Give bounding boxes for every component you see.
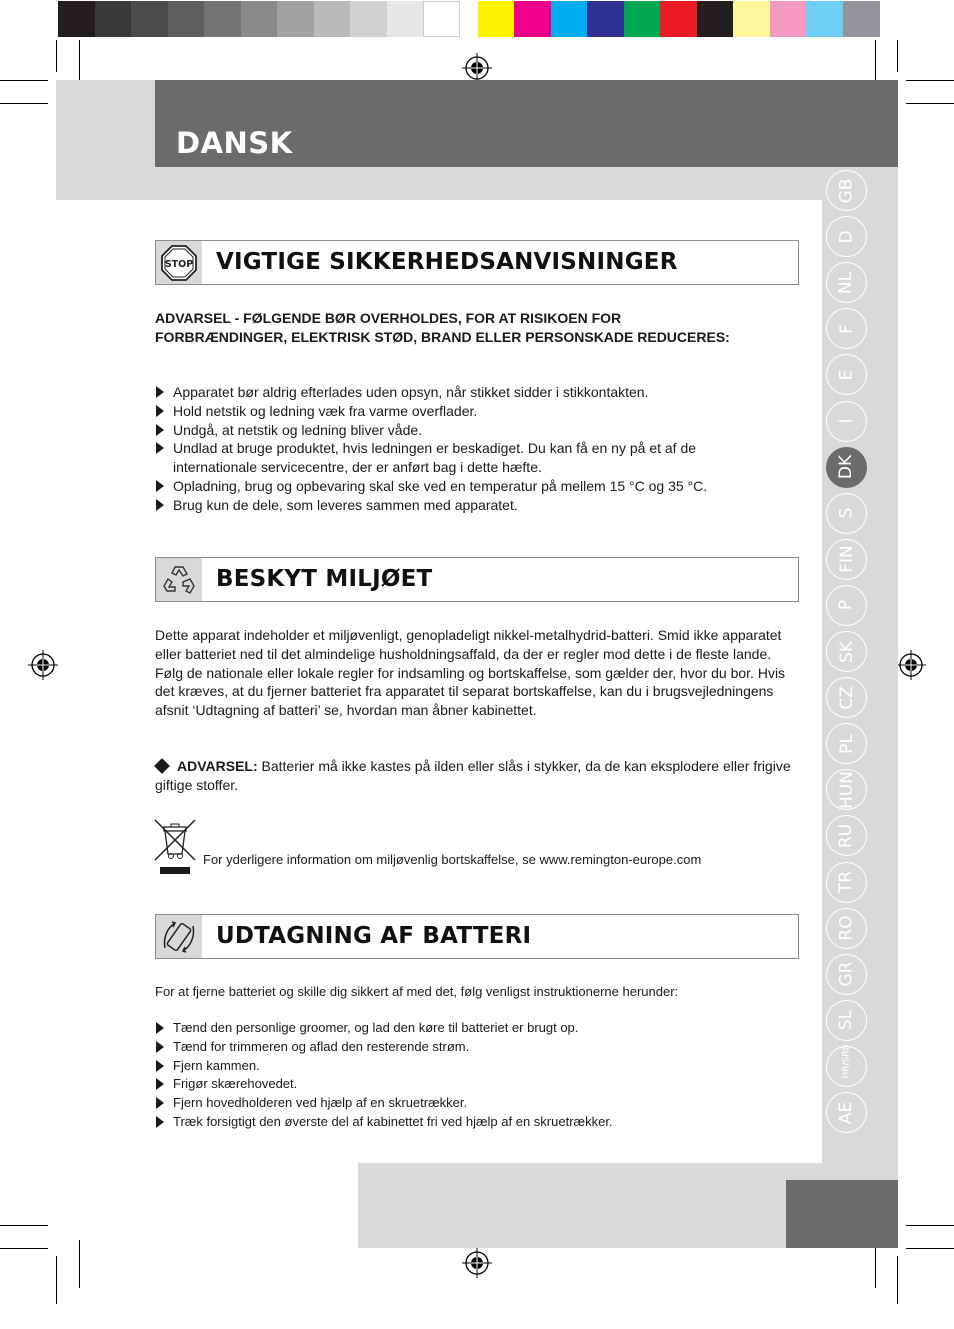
crop-mark (906, 80, 954, 81)
list-item: Brug kun de dele, som leveres sammen med apparatet. (155, 496, 805, 515)
language-tab-label: NL (836, 271, 857, 294)
language-tab-label: TR (836, 870, 857, 894)
gray-swatch (168, 1, 205, 37)
safety-section-header (155, 240, 799, 285)
language-tab-label: P (836, 600, 857, 611)
language-tab-s[interactable] (826, 493, 867, 534)
language-tab-ro[interactable] (826, 908, 867, 949)
language-tab-label: GR (836, 961, 857, 987)
language-tab-ae[interactable] (826, 1092, 867, 1133)
color-swatch (478, 1, 515, 37)
language-tab-label: PL (836, 733, 857, 754)
gray-swatch (204, 1, 241, 37)
registration-mark-icon (462, 1248, 492, 1278)
language-tab-label: D (836, 230, 857, 244)
gray-swatch (314, 1, 351, 37)
gray-swatch (241, 1, 278, 37)
gray-swatch (277, 1, 314, 37)
list-item: Tænd den personlige groomer, og lad den køre til batteriet er brugt op. (155, 1019, 805, 1038)
color-swatch (806, 1, 843, 37)
registration-mark-icon (462, 53, 492, 83)
gray-swatch (131, 1, 168, 37)
environment-section-header (155, 557, 799, 602)
page-number-tab (786, 1180, 898, 1248)
language-tab-cz[interactable] (826, 677, 867, 718)
language-tab-label: CZ (836, 685, 857, 710)
crop-mark (0, 1248, 48, 1249)
language-tab-label: SK (836, 640, 857, 663)
language-tab-hr-srb[interactable] (826, 1046, 867, 1087)
language-tab-label: DK (836, 454, 857, 480)
color-swatch (770, 1, 807, 37)
language-tab-label: RO (836, 915, 857, 941)
language-tab-label: AE (836, 1101, 857, 1124)
recycle-icon (156, 558, 202, 601)
section-title: UDTAGNING AF BATTERI (216, 923, 532, 949)
environment-body: Dette apparat indeholder et miljøvenligt, genopladeligt nikkel-metalhydrid-batteri. Smid ikke apparatet eller batteriet ned til det almindelige husholdningsaffald, da der er regler mod dette i de fleste lande. Følg de nationale eller lokale regler for indsamling og bortskaffelse, som gælder der, hvor du bor. Hvis det kræves, at du fjerner batteriet fra apparatet til separat bortskaffelse, kan du i brugsvejledningens afsnit ‘Udtagning af batteri’ se, hvordan man åbner kabinettet. (155, 627, 786, 719)
language-tab-gr[interactable] (826, 954, 867, 995)
language-tab-nl[interactable] (826, 262, 867, 303)
warning-text: Batterier må ikke kastes på ilden eller slås i stykker, da de kan eksplodere eller frigive giftige stoffer. (155, 758, 791, 793)
color-calibration-bar (58, 1, 898, 37)
crop-mark (906, 1225, 954, 1226)
language-tab-label: S (836, 507, 857, 519)
crop-mark (0, 80, 48, 81)
gray-swatch (350, 1, 387, 37)
list-item: Frigør skærehovedet. (155, 1075, 805, 1094)
crop-mark (0, 1225, 48, 1226)
gray-swatch (58, 1, 95, 37)
crop-mark (897, 40, 898, 72)
weee-bin-icon (153, 818, 197, 876)
crop-mark (906, 103, 954, 104)
list-item: Undgå, at netstik og ledning bliver våde. (155, 421, 805, 440)
language-tab-label: E (836, 369, 857, 381)
crop-mark (56, 40, 57, 72)
battery-steps-list (155, 1019, 805, 1132)
weee-info: For yderligere information om miljøvenlig bortskaffelse, se www.remington-europe.com (203, 852, 702, 867)
language-tab-tr[interactable] (826, 862, 867, 903)
section-title: VIGTIGE SIKKERHEDSANVISNINGER (216, 249, 678, 275)
page-title: DANSK (176, 126, 293, 160)
language-tab-label: I (836, 418, 857, 424)
language-tab-hun[interactable] (826, 769, 867, 810)
language-tab-label: F (836, 323, 857, 334)
stop-sign-label: STOP (164, 258, 194, 270)
language-tab-sl[interactable] (826, 1000, 867, 1041)
crop-mark (906, 1248, 954, 1249)
safety-warning: ADVARSEL - FØLGENDE BØR OVERHOLDES, FOR AT RISIKOEN FOR FORBRÆNDINGER, ELEKTRISK STØD, BRAND ELLER PERSONSKADE REDUCERES: (155, 310, 730, 345)
color-swatch (624, 1, 661, 37)
language-tab-fin[interactable] (826, 539, 867, 580)
language-tab-p[interactable] (826, 585, 867, 626)
language-tab-sk[interactable] (826, 631, 867, 672)
registration-mark-icon (896, 650, 926, 680)
color-swatch (660, 1, 697, 37)
language-tab-gb[interactable] (826, 170, 867, 211)
battery-removal-icon (156, 915, 202, 958)
color-swatch (587, 1, 624, 37)
list-item: Træk forsigtigt den øverste del af kabinettet fri ved hjælp af en skruetrækker. (155, 1113, 805, 1132)
language-tab-label: RU (836, 823, 857, 849)
language-tab-pl[interactable] (826, 723, 867, 764)
battery-warning (155, 757, 795, 795)
language-tab-label: GB (836, 178, 857, 203)
language-tab-d[interactable] (826, 216, 867, 257)
gray-swatch (387, 1, 424, 37)
battery-section-header (155, 914, 799, 959)
gray-swatch (423, 1, 460, 37)
crop-mark (56, 1256, 57, 1304)
color-swatch (551, 1, 588, 37)
section-title: BESKYT MILJØET (216, 566, 433, 592)
list-item: Opladning, brug og opbevaring skal ske ved en temperatur på mellem 15 °C og 35 °C. (155, 477, 805, 496)
warning-icon (154, 758, 170, 774)
warning-label: ADVARSEL: (177, 758, 258, 774)
color-swatch (733, 1, 770, 37)
registration-mark-icon (28, 650, 58, 680)
crop-mark (897, 1256, 898, 1304)
language-tab-i[interactable] (826, 401, 867, 442)
color-swatch (843, 1, 880, 37)
list-item: Undlad at bruge produktet, hvis ledningen er beskadiget. Du kan få en ny på et af de internationale servicecentre, der er anført bag i dette hæfte. (155, 439, 745, 477)
list-item: Tænd for trimmeren og aflad den resterende strøm. (155, 1038, 805, 1057)
list-item: Hold netstik og ledning væk fra varme overflader. (155, 402, 805, 421)
color-swatch (697, 1, 734, 37)
safety-list (155, 383, 805, 515)
battery-intro: For at fjerne batteriet og skille dig sikkert af med det, følg venligst instruktionerne herunder: (155, 984, 679, 999)
list-item: Apparatet bør aldrig efterlades uden opsyn, når stikket sidder i stikkontakten. (155, 383, 805, 402)
language-tab-dk[interactable] (826, 447, 867, 488)
crop-mark (79, 1240, 80, 1288)
list-item: Fjern hovedholderen ved hjælp af en skruetrækker. (155, 1094, 805, 1113)
language-tab-label: HR/SRB (841, 1044, 851, 1079)
gray-swatch (95, 1, 132, 37)
color-swatch (514, 1, 551, 37)
stop-sign-icon (156, 241, 202, 284)
list-item: Fjern kammen. (155, 1057, 805, 1076)
language-tab-label: HUN (836, 770, 857, 809)
language-tab-f[interactable] (826, 308, 867, 349)
language-tab-label: SL (836, 1010, 857, 1031)
language-tab-label: FIN (836, 545, 857, 574)
crop-mark (0, 103, 48, 104)
